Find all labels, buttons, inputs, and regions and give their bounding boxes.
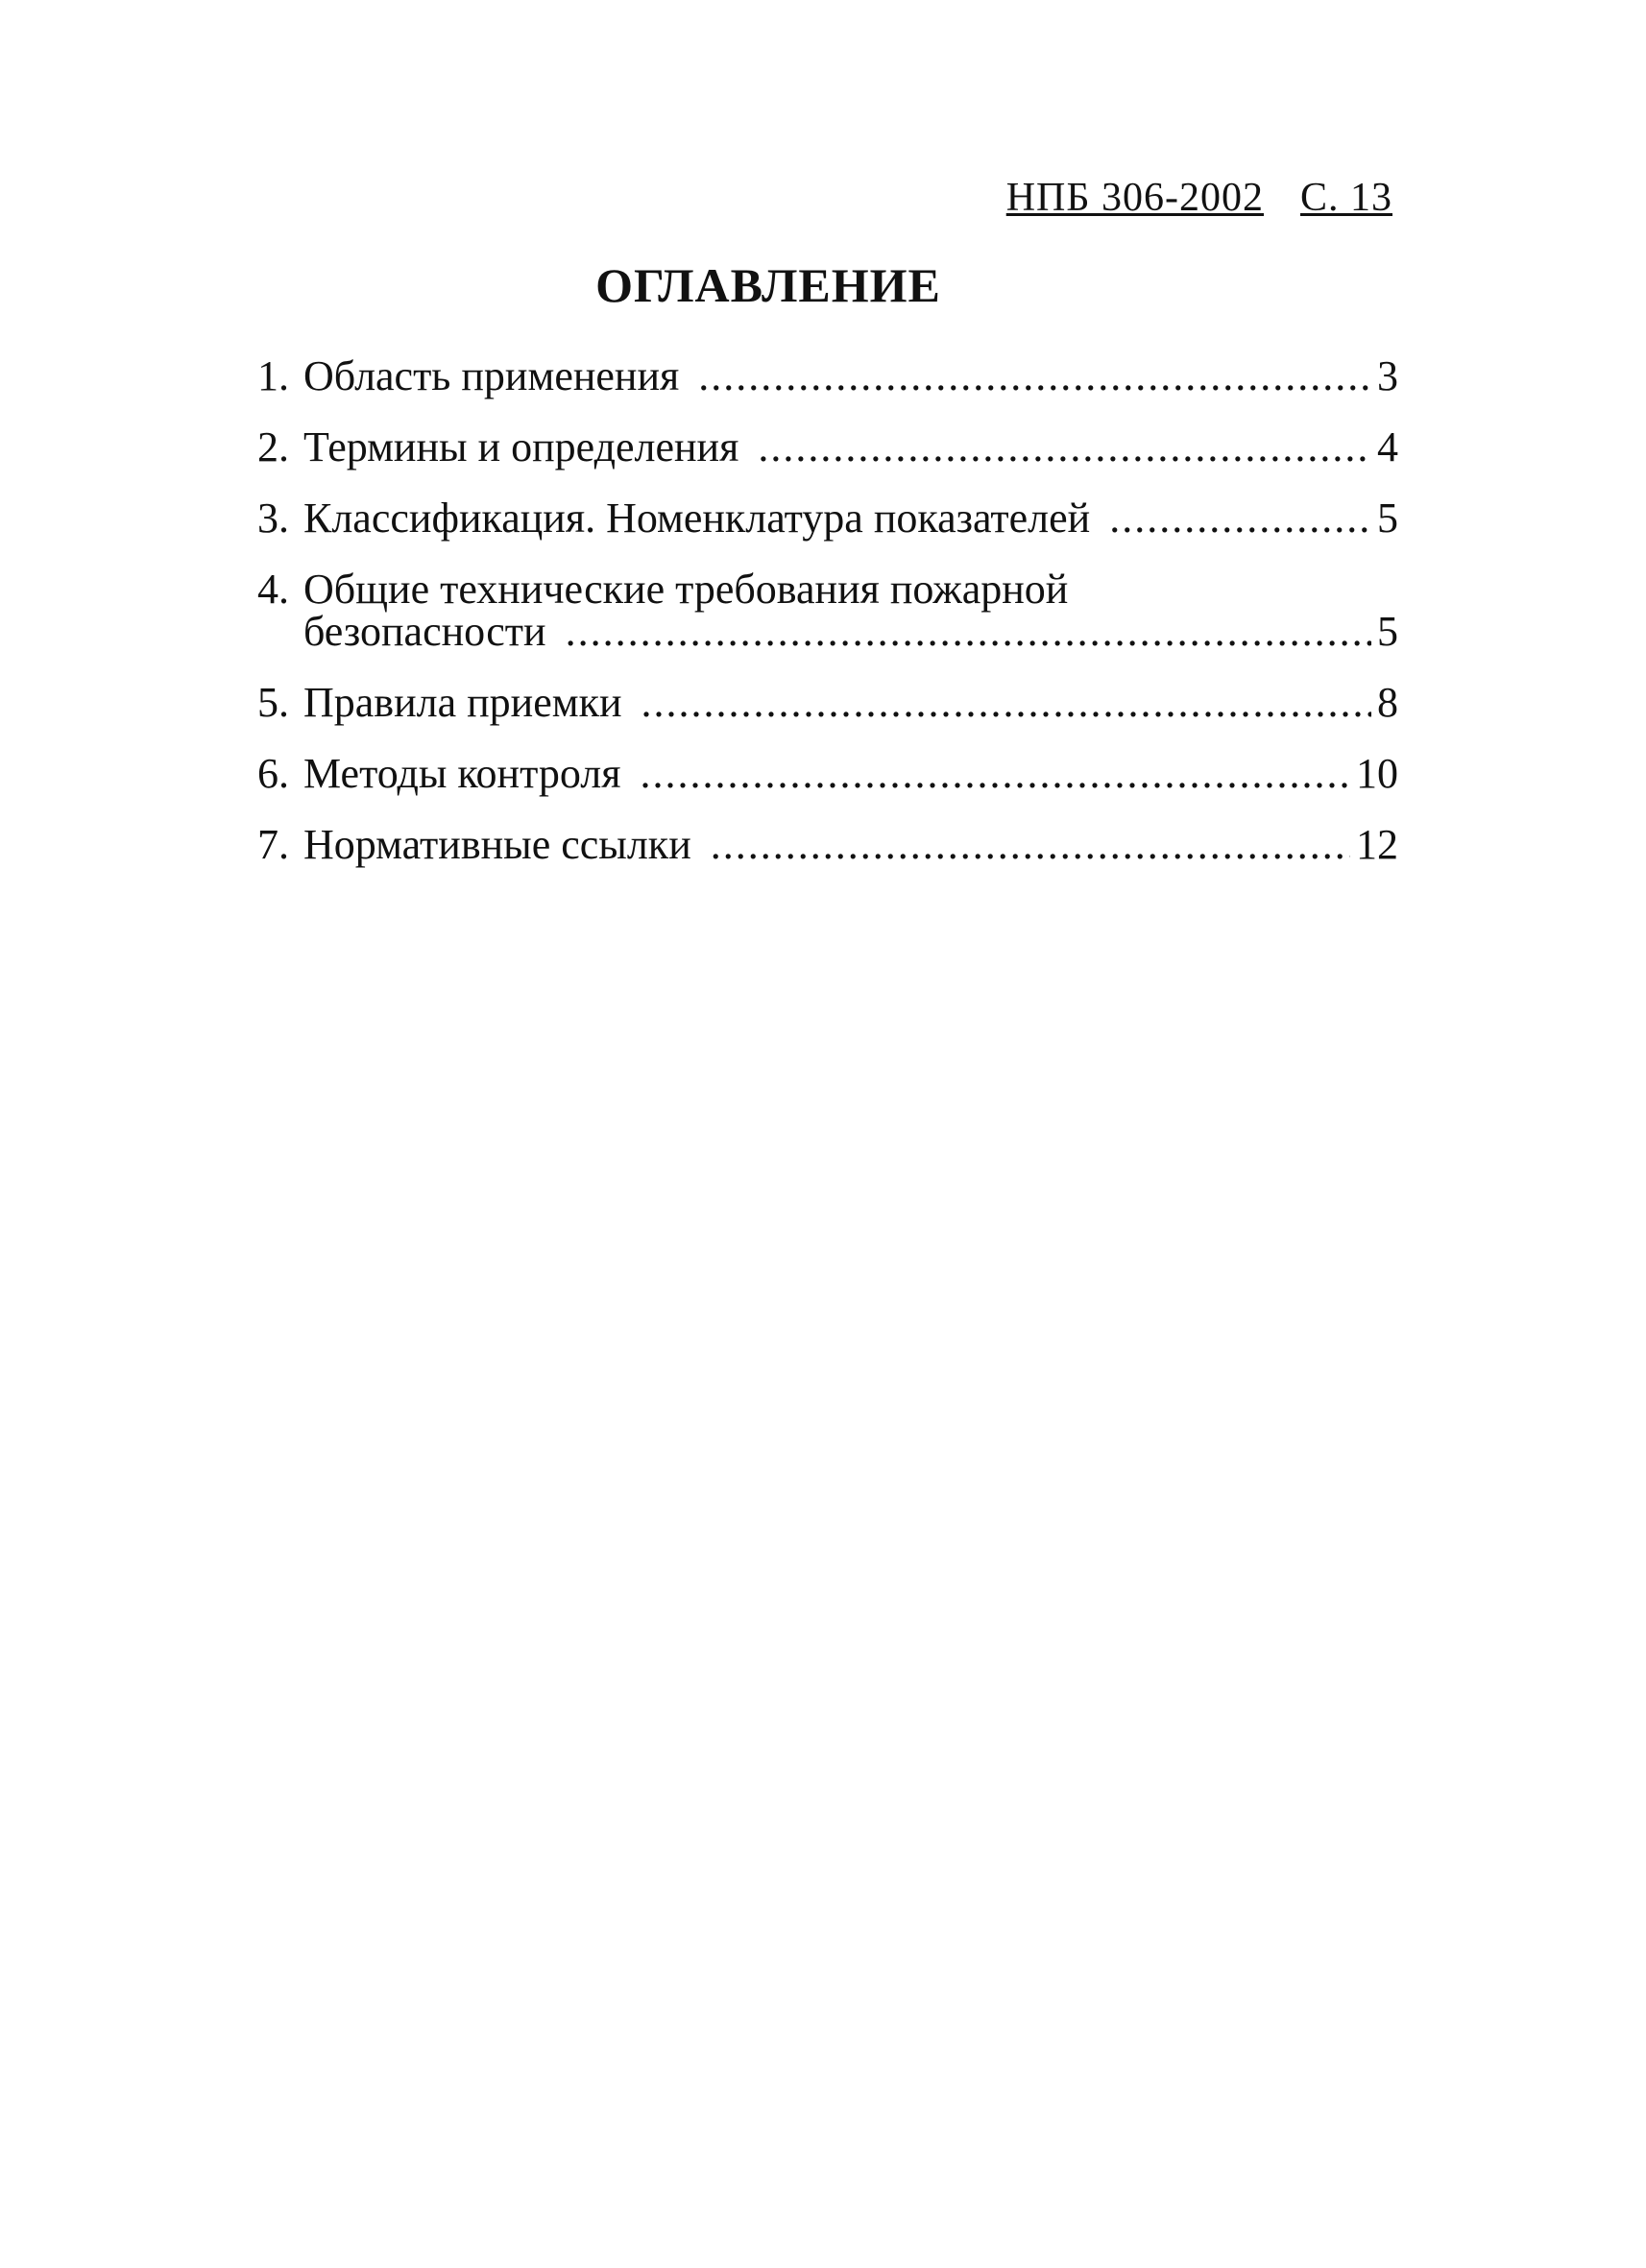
toc-entry-title: Нормативные ссылки xyxy=(303,821,691,868)
toc-entry-number: 4. xyxy=(257,566,289,613)
toc-entry-title: Правила приемки xyxy=(303,679,622,726)
toc-entry-title: Термины и определения xyxy=(303,423,739,470)
toc-entry-page: 4 xyxy=(1377,423,1398,470)
toc-entry-page: 12 xyxy=(1356,821,1398,868)
toc-entry-page: 3 xyxy=(1377,352,1398,399)
toc-entry xyxy=(257,679,1398,726)
dot-leader xyxy=(698,355,1371,398)
toc-entry-title-line1: Общие технические требования пожарной xyxy=(303,566,1069,613)
toc-entry xyxy=(257,750,1398,797)
toc-entry-title: Область применения xyxy=(303,352,680,399)
toc-entry xyxy=(257,423,1398,470)
toc-entry-page: 5 xyxy=(1377,495,1398,542)
toc-entry-title: Методы контроля xyxy=(303,750,621,797)
page-number-label: С. 13 xyxy=(1299,176,1392,220)
toc-entry-page: 8 xyxy=(1377,679,1398,726)
toc-entry-page: 5 xyxy=(1377,608,1398,655)
table-of-contents xyxy=(257,352,1398,895)
dot-leader xyxy=(566,611,1371,653)
toc-entry xyxy=(257,568,1398,653)
toc-entry-number: 1. xyxy=(257,352,289,399)
document-code: НПБ 306-2002 xyxy=(1005,176,1264,220)
toc-entry xyxy=(257,497,1398,540)
dot-leader xyxy=(758,426,1371,469)
dot-leader xyxy=(711,824,1350,866)
dot-leader xyxy=(1109,497,1371,540)
page-header xyxy=(1006,175,1392,221)
toc-entry-title: Классификация. Номенклатура показателей xyxy=(303,495,1091,542)
toc-entry-title-line2: безопасности xyxy=(303,608,546,655)
toc-entry-number: 5. xyxy=(257,679,289,726)
toc-entry xyxy=(257,821,1398,868)
toc-entry-number: 6. xyxy=(257,750,289,797)
toc-entry-number: 3. xyxy=(257,495,289,542)
toc-entry xyxy=(257,352,1398,399)
dot-leader xyxy=(641,682,1371,724)
toc-entry-page: 10 xyxy=(1356,750,1398,797)
dot-leader xyxy=(640,753,1350,795)
toc-title: ОГЛАВЛЕНИЕ xyxy=(595,258,941,312)
toc-entry-number: 7. xyxy=(257,821,289,868)
toc-entry-number: 2. xyxy=(257,423,289,470)
